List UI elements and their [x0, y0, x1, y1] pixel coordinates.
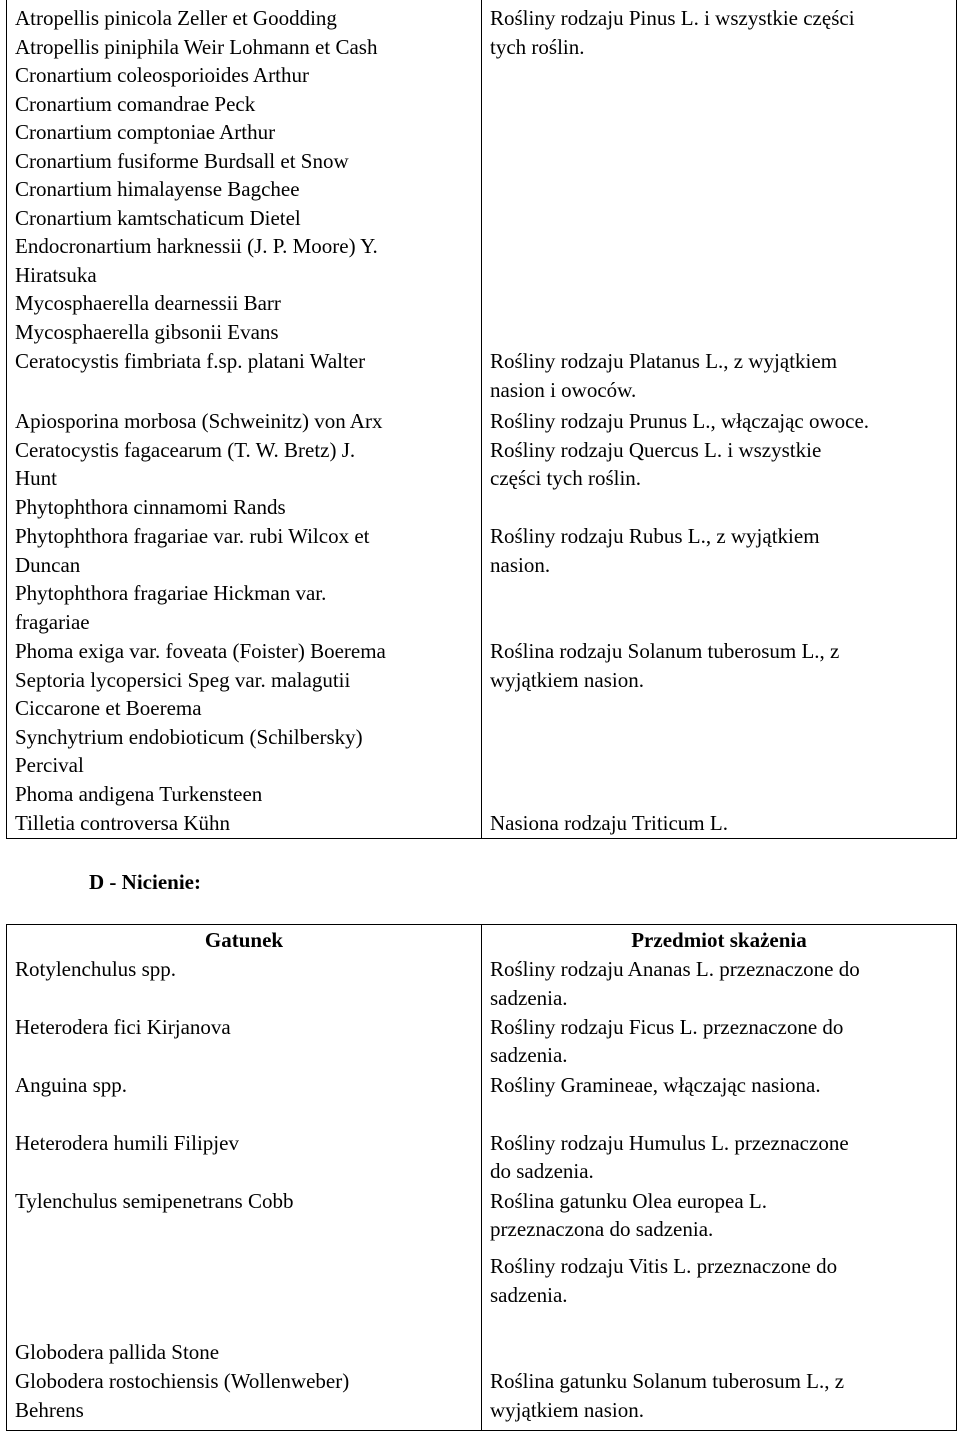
section-d-heading: D - Nicienie:	[89, 870, 201, 894]
table1-row-0-organism-7: Cronartium kamtschaticum Dietel	[15, 206, 301, 230]
table2-row-6-subject-1: wyjątkiem nasion.	[490, 1398, 644, 1422]
table1-row-5-subject-0: Roślina rodzaju Solanum tuberosum L., z	[490, 639, 840, 663]
table1-bottom-border	[6, 838, 957, 839]
table1-row-5-organism-2: Ciccarone et Boerema	[15, 696, 202, 720]
table2-row-0-organism-0: Rotylenchulus spp.	[15, 957, 176, 981]
table1-row-3-organism-2: Phytophthora cinnamomi Rands	[15, 495, 286, 519]
table2-row-5-subject-0: Rośliny rodzaju Vitis L. przeznaczone do	[490, 1254, 838, 1278]
table1-row-3-organism-0: Ceratocystis fagacearum (T. W. Bretz) J.	[15, 438, 356, 462]
table1-row-4-subject-1: nasion.	[490, 553, 551, 577]
table2-center-border	[481, 924, 482, 1431]
table2-row-5-subject-1: sadzenia.	[490, 1283, 568, 1307]
table1-center-border	[481, 0, 482, 839]
table1-row-5-organism-0: Phoma exiga var. foveata (Foister) Boerema	[15, 639, 386, 663]
table1-right-border	[956, 0, 957, 839]
table1-row-0-organism-6: Cronartium himalayense Bagchee	[15, 177, 300, 201]
table1-row-0-organism-2: Cronartium coleosporioides Arthur	[15, 63, 309, 87]
table1-row-4-organism-3: fragariae	[15, 610, 90, 634]
table1-row-0-subject-1: tych roślin.	[490, 35, 585, 59]
table2-row-1-subject-0: Rośliny rodzaju Ficus L. przeznaczone do	[490, 1015, 844, 1039]
table1-row-4-organism-1: Duncan	[15, 553, 81, 577]
table1-row-6-organism-0: Tilletia controversa Kühn	[15, 811, 231, 835]
table2-right-border	[956, 924, 957, 1431]
table2-row-4-organism-0: Tylenchulus semipenetrans Cobb	[15, 1189, 294, 1213]
table2-row-3-subject-1: do sadzenia.	[490, 1159, 594, 1183]
table2-row-6-organism-0: Globodera pallida Stone	[15, 1340, 220, 1364]
table1-row-0-organism-8: Endocronartium harknessii (J. P. Moore) Y.	[15, 234, 378, 258]
table2-row-2-organism-0: Anguina spp.	[15, 1073, 127, 1097]
table1-row-0-organism-9: Hiratsuka	[15, 263, 97, 287]
table2-row-0-subject-0: Rośliny rodzaju Ananas L. przeznaczone do	[490, 957, 860, 981]
table1-row-2-organism-0: Apiosporina morbosa (Schweinitz) von Arx	[15, 409, 383, 433]
table1-row-1-subject-0: Rośliny rodzaju Platanus L., z wyjątkiem	[490, 349, 838, 373]
table1-row-0-organism-11: Mycosphaerella gibsonii Evans	[15, 320, 279, 344]
table2-bottom-border	[6, 1430, 957, 1431]
table2-row-4-subject-0: Roślina gatunku Olea europea L.	[490, 1189, 767, 1213]
table2-header-subject: Przedmiot skażenia	[631, 928, 807, 952]
table1-row-0-subject-0: Rośliny rodzaju Pinus L. i wszystkie części	[490, 6, 855, 30]
table1-row-3-subject-1: części tych roślin.	[490, 466, 642, 490]
table1-row-1-subject-1: nasion i owoców.	[490, 378, 637, 402]
table1-row-3-organism-1: Hunt	[15, 466, 57, 490]
table1-row-0-organism-10: Mycosphaerella dearnessii Barr	[15, 291, 281, 315]
table2-row-4-subject-1: przeznaczona do sadzenia.	[490, 1217, 714, 1241]
table1-row-4-subject-0: Rośliny rodzaju Rubus L., z wyjątkiem	[490, 524, 820, 548]
table2-header-species: Gatunek	[204, 928, 284, 952]
table2-row-2-subject-0: Rośliny Gramineae, włączając nasiona.	[490, 1073, 821, 1097]
table1-row-5-organism-1: Septoria lycopersici Speg var. malagutii	[15, 668, 351, 692]
table1-row-5-organism-3: Synchytrium endobioticum (Schilbersky)	[15, 725, 363, 749]
table1-row-5-organism-5: Phoma andigena Turkensteen	[15, 782, 263, 806]
table1-row-4-organism-2: Phytophthora fragariae Hickman var.	[15, 581, 327, 605]
table2-row-1-subject-1: sadzenia.	[490, 1043, 568, 1067]
table1-row-4-organism-0: Phytophthora fragariae var. rubi Wilcox et	[15, 524, 370, 548]
table2-row-6-subject-0: Roślina gatunku Solanum tuberosum L., z	[490, 1369, 845, 1393]
table1-row-5-subject-1: wyjątkiem nasion.	[490, 668, 644, 692]
table1-left-border	[6, 0, 7, 839]
table1-row-2-subject-0: Rośliny rodzaju Prunus L., włączając owoce.	[490, 409, 870, 433]
table1-row-1-organism-0: Ceratocystis fimbriata f.sp. platani Walter	[15, 349, 366, 373]
table2-row-6-organism-1: Globodera rostochiensis (Wollenweber)	[15, 1369, 350, 1393]
table1-row-0-organism-1: Atropellis piniphila Weir Lohmann et Cash	[15, 35, 378, 59]
table2-row-0-subject-1: sadzenia.	[490, 986, 568, 1010]
table1-row-0-organism-0: Atropellis pinicola Zeller et Goodding	[15, 6, 337, 30]
table1-row-0-organism-4: Cronartium comptoniae Arthur	[15, 120, 276, 144]
table1-row-6-subject-0: Nasiona rodzaju Triticum L.	[490, 811, 728, 835]
table1-row-5-organism-4: Percival	[15, 753, 84, 777]
table1-row-0-organism-3: Cronartium comandrae Peck	[15, 92, 256, 116]
table2-left-border	[6, 924, 7, 1431]
table1-row-3-subject-0: Rośliny rodzaju Quercus L. i wszystkie	[490, 438, 822, 462]
table2-row-6-organism-2: Behrens	[15, 1398, 84, 1422]
table2-row-3-organism-0: Heterodera humili Filipjev	[15, 1131, 239, 1155]
table1-row-0-organism-5: Cronartium fusiforme Burdsall et Snow	[15, 149, 349, 173]
table2-row-1-organism-0: Heterodera fici Kirjanova	[15, 1015, 231, 1039]
table2-row-3-subject-0: Rośliny rodzaju Humulus L. przeznaczone	[490, 1131, 849, 1155]
